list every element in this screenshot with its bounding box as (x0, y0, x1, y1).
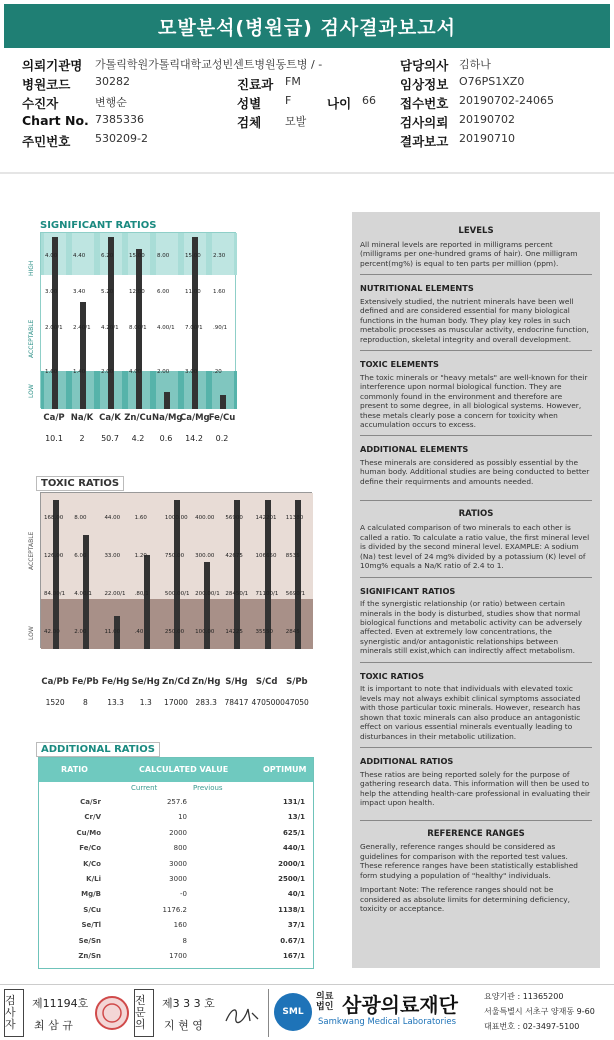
value-receipt: 20190702-24065 (459, 94, 554, 107)
value-ward: 동트병 / - (275, 58, 323, 71)
table-row (39, 952, 313, 967)
optimum-value: 625/1 (282, 828, 305, 837)
tick-label: 2845 (285, 629, 300, 635)
reference-ranges-text: Generally, reference ranges should be considered as guidelines for comparison with the reported test values. These reference ranges have been statistically established form studying a population of "healthy" individuals. (360, 842, 578, 880)
col-previous: Previous (193, 784, 223, 792)
tick-label: 42.00 (44, 629, 60, 635)
ratio-bar (108, 237, 114, 409)
ratios-text: A calculated comparison of two minerals to each other is called a ratio. To calculate a ratio value, the first mineral level is divided by the second mineral level. EXAMPLE: A sodium (Na) test level of 24 mg% divided by a potassium (K) level of 10mg% equals a Na/K ratio of 2.4 to 1. (360, 523, 590, 571)
ratio-value: 14.2 (185, 434, 203, 443)
divider (268, 989, 269, 1037)
current-value: 800 (173, 844, 187, 853)
signature-icon (222, 1003, 262, 1027)
axis-low-label: LOW (28, 384, 35, 398)
tick-label: 11.00 (104, 629, 121, 635)
label-clinical: 임상정보 (400, 77, 449, 92)
optimum-value: 131/1 (282, 798, 305, 806)
axis-acceptable-label: ACCEPTABLE (28, 319, 35, 358)
tick-label: 4.00/1 (74, 591, 92, 597)
seal-icon (94, 995, 130, 1031)
optimum-value: 2500/1 (278, 875, 305, 883)
additional-ratios-text: These ratios are being reported solely for the purpose of gathering research data. This information will then be used to help the attending health-care professional in evaluating their impact upon health. (360, 769, 591, 808)
divider (360, 274, 592, 275)
tick-label: 4.40 (73, 253, 86, 259)
ratio-name: Cr/V (84, 813, 101, 822)
ratio-value: 0.6 (159, 434, 173, 443)
tick-label: 168.00 (44, 515, 64, 521)
tick-label: 7.00/1 (185, 325, 203, 331)
axis-high-label: HIGH (28, 260, 35, 276)
ratio-name: Fe/Co (79, 844, 101, 853)
current-value: 2000 (169, 828, 187, 837)
label-specimen: 검체 (237, 115, 262, 130)
significant-ratios-chart (40, 232, 236, 408)
current-value: 8 (182, 936, 187, 945)
ratio-value: 17000 (164, 698, 188, 707)
ratio-label: Ca/Pb (41, 677, 69, 687)
value-requester: 가톨릭학원가톨릭대학교성빈센트병원동트병 / - (95, 58, 323, 71)
tick-label: 8.00 (74, 515, 87, 521)
tick-label: 5.20 (101, 289, 114, 295)
toxic-ratios-chart (40, 492, 312, 648)
divider (360, 577, 592, 578)
lab-english-name: Samkwang Medical Laboratories (318, 1017, 457, 1027)
tick-label: 2.30 (213, 253, 226, 259)
significant-ratios-title: SIGNIFICANT RATIOS (36, 219, 160, 232)
label-resident-no: 주민번호 (22, 134, 71, 149)
explanation-panel (352, 212, 600, 968)
optimum-value: 1138/1 (278, 905, 305, 914)
col-ratio: RATIO (61, 765, 88, 774)
current-value: 257.6 (166, 798, 187, 806)
tick-label: 5690/1 (285, 591, 306, 597)
ratio-bar (52, 237, 58, 409)
tick-label: 12.00 (129, 289, 145, 295)
tick-label: 3.00 (185, 369, 198, 375)
col-calculated: CALCULATED VALUE (139, 765, 229, 774)
tick-label: .20 (213, 369, 222, 375)
ratio-bar (80, 302, 86, 409)
toxic-ratios-text: It is important to note that individuals with elevated toxic levels may not always exhibit clinical symptoms associated with those particular toxic minerals. However, research has shown that toxic minerals can also produce an antagonistic effect on various essential minerals eventually leading to disturbances in their metabolic utilization. (360, 684, 581, 741)
tick-label: 200.00/1 (195, 591, 220, 597)
ratio-value: 47050 (284, 698, 309, 707)
axis-acceptable-label: ACCEPTABLE (28, 531, 35, 570)
tick-label: 8535 (285, 553, 300, 559)
optimum-value: 167/1 (282, 952, 305, 960)
specialist-name: 지 현 영 (164, 1019, 203, 1032)
examiner-label: 검사자 (4, 989, 24, 1037)
label-report-date: 결과보고 (400, 134, 449, 149)
ratio-label: Na/K (70, 413, 94, 423)
ratio-label: Ca/P (43, 413, 65, 423)
ratio-name: K/Co (83, 859, 101, 868)
label-chart-no: Chart No. (22, 113, 89, 128)
tick-label: 1000.00 (164, 515, 188, 521)
ratio-bar (295, 500, 301, 649)
ratio-label: Fe/Pb (72, 677, 99, 687)
value-doctor: 김하나 (459, 58, 491, 71)
optimum-value: 40/1 (287, 890, 305, 899)
chart-column (212, 233, 234, 409)
tick-label: 22.00/1 (104, 591, 126, 597)
value-hospital-code: 30282 (95, 75, 130, 88)
optimum-value: 2000/1 (278, 859, 305, 868)
value-patient: 변행순 (95, 96, 127, 109)
lab-address: 서울특별시 서초구 양재동 9-60 (484, 1007, 595, 1016)
tick-label: 126.00 (44, 553, 64, 559)
ratio-bar (164, 392, 170, 409)
tick-label: 3.00 (45, 289, 58, 295)
label-doctor: 담당의사 (400, 58, 449, 73)
tick-label: .40 (134, 629, 144, 635)
tick-label: 56900 (225, 515, 243, 521)
value-report-date: 20190710 (459, 132, 515, 145)
ratio-label: Ca/Mg (180, 413, 210, 423)
ratio-value: 0.2 (215, 434, 229, 443)
tick-label: 11.00 (185, 289, 201, 295)
axis-low-label: LOW (28, 626, 35, 640)
nutritional-heading: NUTRITIONAL ELEMENTS (360, 283, 474, 294)
significant-ratios-heading: SIGNIFICANT RATIOS (360, 585, 456, 596)
ratios-heading: RATIOS (458, 509, 494, 520)
tick-label: 1.60 (213, 289, 226, 295)
ratio-label: S/Cd (255, 677, 278, 687)
ratio-name: Cu/Mo (76, 828, 101, 837)
tick-label: 14225 (225, 629, 243, 635)
table-row (39, 844, 313, 859)
tick-label: .90/1 (213, 325, 228, 331)
tick-label: 750.00 (164, 553, 185, 559)
divider (360, 500, 592, 501)
tick-label: 2.40/1 (73, 325, 91, 331)
tick-label: 6.00 (74, 553, 87, 559)
current-value: 160 (173, 921, 187, 930)
nutritional-text: Extensively studied, the nutrient minerals have been well defined and are considered essential for many biological functions in the human body. They play key roles in such metabolic processes as muscular activity, endocrine function, reproduction, skeletal integrity and overall development. (360, 296, 589, 344)
signature-footer (0, 984, 614, 1040)
tick-label: 4.20/1 (101, 325, 119, 331)
divider (360, 350, 592, 351)
toxic-ratios-heading: TOXIC RATIOS (360, 670, 424, 681)
tick-label: 1.20 (134, 553, 147, 559)
ratio-label: Fe/Cu (208, 413, 236, 423)
label-age: 나이 (327, 96, 352, 111)
lab-phone: 대표번호 : 02-3497-5100 (484, 1022, 580, 1031)
ratio-bar (265, 500, 271, 649)
value-chart-no: 7385336 (95, 113, 144, 126)
current-value: -0 (180, 890, 187, 899)
header-divider (0, 172, 614, 174)
toxic-elements-heading: TOXIC ELEMENTS (360, 359, 439, 370)
ratio-label: Zn/Cu (124, 413, 152, 423)
additional-elements-heading: ADDITIONAL ELEMENTS (360, 444, 469, 455)
ratio-label: Ca/K (99, 413, 121, 423)
value-age: 66 (362, 94, 376, 107)
table-row (39, 937, 313, 952)
tick-label: 2.00 (101, 369, 114, 375)
levels-heading: LEVELS (458, 226, 494, 236)
ratio-bar (174, 500, 180, 649)
tick-label: 8.00 (157, 253, 170, 259)
tick-label: 15.00 (129, 253, 145, 259)
tick-label: 106650 (255, 553, 277, 559)
tick-label: 44.00 (104, 515, 121, 521)
label-receipt: 접수번호 (400, 96, 449, 111)
tick-label: 3.40 (73, 289, 86, 295)
tick-label: 8.00/1 (129, 325, 147, 331)
tick-label: 1.60 (134, 515, 147, 521)
ratio-name: Zn/Sn (78, 952, 101, 960)
ratio-value: 10.1 (45, 434, 63, 443)
lab-name: 삼광의료재단 (342, 993, 458, 1017)
tick-label: 2.00 (157, 369, 170, 375)
table-row (39, 860, 313, 875)
tick-label: 2.00/1 (45, 325, 63, 331)
toxic-ratios-title: TOXIC RATIOS (36, 476, 124, 491)
ratio-label: Na/Mg (152, 413, 183, 423)
tick-label: 4.00/1 (157, 325, 175, 331)
optimum-value: 0.67/1 (280, 936, 305, 945)
table-row (39, 875, 313, 890)
tick-label: 84.00/1 (44, 591, 66, 597)
additional-elements-text: These minerals are considered as possibly essential by the human body. Additional studies are being conducted to better define their requirments and amounts needed. (360, 457, 590, 486)
label-requester: 의뢰기관명 (22, 58, 83, 73)
ratio-value: 4.2 (131, 434, 145, 443)
table-row (39, 906, 313, 921)
chart-column (156, 233, 178, 409)
table-row (39, 813, 313, 828)
tick-label: 1.60 (45, 369, 58, 375)
tick-label: 100.00 (195, 629, 215, 635)
institution-code: 요양기관 : 11365200 (484, 992, 564, 1001)
ratio-label: S/Pb (286, 677, 308, 687)
value-clinical: O76PS1XZ0 (459, 75, 525, 88)
value-request-date: 20190702 (459, 113, 515, 126)
levels-text: All mineral levels are reported in milligrams percent (milligrams per one-hundred grams of hair). One milligram percent(mg%) is equal to ten parts per million (ppm). (360, 239, 578, 268)
ratio-value: 4705000 (251, 698, 285, 707)
current-value: 1700 (169, 952, 187, 960)
table-row (39, 890, 313, 905)
label-sex: 성별 (237, 96, 262, 111)
ratio-bar (220, 395, 226, 409)
col-current: Current (131, 784, 158, 792)
ratio-name: K/Li (86, 875, 101, 883)
tick-label: 4.00 (129, 369, 142, 375)
ratio-label: Fe/Hg (101, 677, 130, 687)
divider (360, 820, 592, 821)
ratio-value: 1.3 (139, 698, 152, 707)
label-dept: 진료과 (237, 77, 274, 92)
additional-ratios-table (38, 757, 314, 969)
tick-label: 6.00 (157, 289, 170, 295)
additional-ratios-heading: ADDITIONAL RATIOS (360, 756, 454, 767)
ratio-value: 1520 (45, 698, 65, 707)
divider (360, 747, 592, 748)
corp-type: 의료법인 (316, 992, 334, 1012)
ratio-bar (234, 500, 240, 649)
ratio-label: S/Hg (225, 677, 248, 687)
ratio-name: Mg/B (81, 890, 101, 899)
ratio-bar (144, 555, 150, 649)
tick-label: 6.20 (101, 253, 114, 259)
ratio-name: Se/Sn (78, 936, 101, 945)
current-value: 3000 (169, 859, 187, 868)
table-row (39, 921, 313, 936)
specialist-license: 제3 3 3 호 (162, 997, 215, 1010)
tick-label: 142201 (255, 515, 277, 521)
divider (360, 662, 592, 663)
tick-label: 28450/1 (225, 591, 249, 597)
value-sex: F (285, 94, 292, 107)
tick-label: 2.00 (74, 629, 87, 635)
tick-label: 35550 (255, 629, 274, 635)
tick-label: 300.00 (195, 553, 215, 559)
value-specimen: 모발 (285, 115, 307, 128)
ratio-value: 283.3 (195, 698, 217, 707)
report-title: 모발분석(병원급) 검사결과보고서 (4, 4, 610, 48)
examiner-name: 최 삼 규 (34, 1019, 73, 1032)
label-request-date: 검사의뢰 (400, 115, 449, 130)
additional-ratios-title: ADDITIONAL RATIOS (36, 742, 160, 757)
toxic-elements-text: The toxic minerals or "heavy metals" are well-known for their interference upon normal biological function. They are commonly found in the environment and therefore are present to some degree, in all biological systems. However, these metals clearly pose a concern for toxicity when accumulation occurs to excess. (360, 372, 588, 429)
value-dept: FM (285, 75, 301, 88)
ratio-bar (204, 562, 210, 649)
ratio-value: 2 (79, 434, 85, 443)
tick-label: 500.00/1 (164, 591, 190, 597)
current-value: 10 (178, 813, 187, 822)
tick-label: 1.40 (73, 369, 86, 375)
value-resident-no: 530209-2 (95, 132, 148, 145)
tick-label: 42675 (225, 553, 243, 559)
table-row (39, 829, 313, 844)
specialist-label: 전문의 (134, 989, 154, 1037)
ratio-label: Zn/Cd (162, 677, 190, 687)
col-optimum: OPTIMUM (263, 765, 307, 774)
optimum-value: 37/1 (287, 921, 305, 930)
important-note: Important Note: The reference ranges should not be considered as absolute limits for determining deficiency, toxicity or acceptance. (360, 885, 571, 914)
tick-label: 250.00 (164, 629, 185, 635)
tick-label: .80/1 (134, 591, 149, 597)
examiner-license: 제11194호 (32, 997, 89, 1010)
ratio-label: Se/Hg (131, 677, 160, 687)
sml-logo: SML (274, 993, 312, 1031)
optimum-value: 13/1 (287, 813, 305, 822)
tick-label: 71100/1 (255, 591, 279, 597)
tick-label: 400.00 (195, 515, 215, 521)
tick-label: 4.00 (45, 253, 58, 259)
ratio-label: Zn/Hg (191, 677, 221, 687)
table-row (39, 798, 313, 813)
ratio-bar (192, 237, 198, 409)
ratio-bar (53, 500, 59, 649)
label-hospital-code: 병원코드 (22, 77, 71, 92)
tick-label: 15.00 (185, 253, 201, 259)
ratio-name: Se/Tl (81, 921, 101, 930)
significant-ratios-text: If the synergistic relationship (or ratio) between certain minerals in the body is disturbed, studies show that normal biological functions and metabolic activity can be adversely affected. Even at extremely low concentrations, the synergistic and/or antagonistic relationships between minerals still exist,which can indirectly affect metabolism. (360, 599, 582, 656)
divider (360, 435, 592, 436)
label-patient: 수진자 (22, 96, 59, 111)
tick-label: 11380 (285, 515, 304, 521)
ratio-name: S/Cu (83, 905, 101, 914)
ratio-value: 78417 (224, 698, 249, 707)
table-header (39, 758, 313, 782)
current-value: 3000 (169, 875, 187, 883)
ratio-name: Ca/Sr (80, 798, 101, 806)
tick-label: 33.00 (104, 553, 121, 559)
optimum-value: 440/1 (282, 844, 305, 853)
ratio-value: 50.7 (101, 434, 119, 443)
reference-ranges-heading: REFERENCE RANGES (427, 828, 525, 839)
ratio-value: 8 (82, 698, 88, 707)
ratio-value: 13.3 (107, 698, 124, 707)
current-value: 1176.2 (162, 905, 187, 914)
